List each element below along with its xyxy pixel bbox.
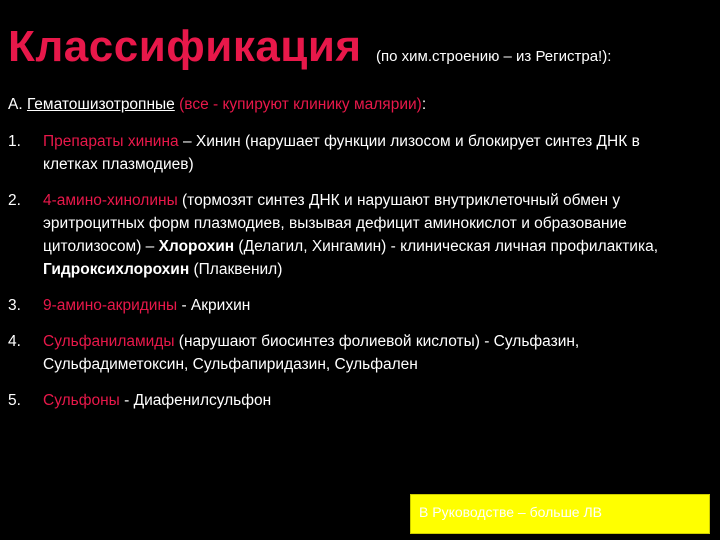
list-item: [8, 189, 698, 281]
slide-title: [8, 22, 611, 72]
section-a-heading: [8, 96, 426, 114]
list-item-number: 4.: [8, 333, 21, 350]
list-item-description: – Хинин (нарушает функции лизосом и блокирует синтез ДНК в клетках плазмодиев): [43, 133, 640, 173]
section-a-suffix: :: [421, 96, 427, 113]
list-item-text: [43, 130, 698, 176]
list-item-description: - Акрихин: [177, 297, 251, 314]
drug-name-bold: Хлорохин: [158, 238, 235, 255]
list-item-number: 2.: [8, 192, 21, 209]
list-item-text: [43, 189, 698, 281]
list-item-description: (тормозят синтез ДНК и нарушают внутриклеточный обмен у эритроцитных форм плазмодиев, вызывая дефицит аминокислот и образование цитолизосом) –: [43, 192, 627, 255]
footer-note-text: В Руководстве – больше ЛВ: [419, 504, 602, 520]
footer-note-box: [410, 494, 710, 534]
drug-class-name: Сульфаниламиды: [43, 333, 175, 350]
section-a-name: Гематошизотропные: [26, 96, 175, 113]
title-main: Классификация: [8, 22, 362, 71]
drug-name-bold: Гидроксихлорохин: [43, 261, 190, 278]
section-a-note: (все - купируют клинику малярии): [179, 96, 422, 113]
list-item-number: 5.: [8, 392, 21, 409]
list-item-number: 3.: [8, 297, 21, 314]
list-item: [8, 389, 698, 412]
list-item-description: - Диафенилсульфон: [119, 392, 272, 409]
list-item-description: (Плаквенил): [189, 261, 283, 278]
list-item-number: 1.: [8, 133, 21, 150]
list-item-description: (Делагил, Хингамин) - клиническая личная профилактика,: [234, 238, 659, 255]
drug-class-name: Сульфоны: [43, 392, 120, 409]
list-item: [8, 294, 698, 317]
drug-class-name: 4-амино-хинолины: [43, 192, 178, 209]
drug-class-list: [8, 130, 698, 425]
list-item-text: [43, 294, 698, 317]
section-a-prefix: А.: [8, 96, 27, 113]
title-subtitle: (по хим.строению – из Регистра!):: [376, 48, 612, 65]
list-item: [8, 130, 698, 176]
drug-class-name: Препараты хинина: [43, 133, 179, 150]
drug-class-name: 9-амино-акридины: [43, 297, 178, 314]
list-item-text: [43, 330, 698, 376]
list-item-text: [43, 389, 698, 412]
list-item-description: (нарушают биосинтез фолиевой кислоты) - Сульфазин, Сульфадиметоксин, Сульфапиридазин, Сульфален: [43, 333, 580, 373]
list-item: [8, 330, 698, 376]
